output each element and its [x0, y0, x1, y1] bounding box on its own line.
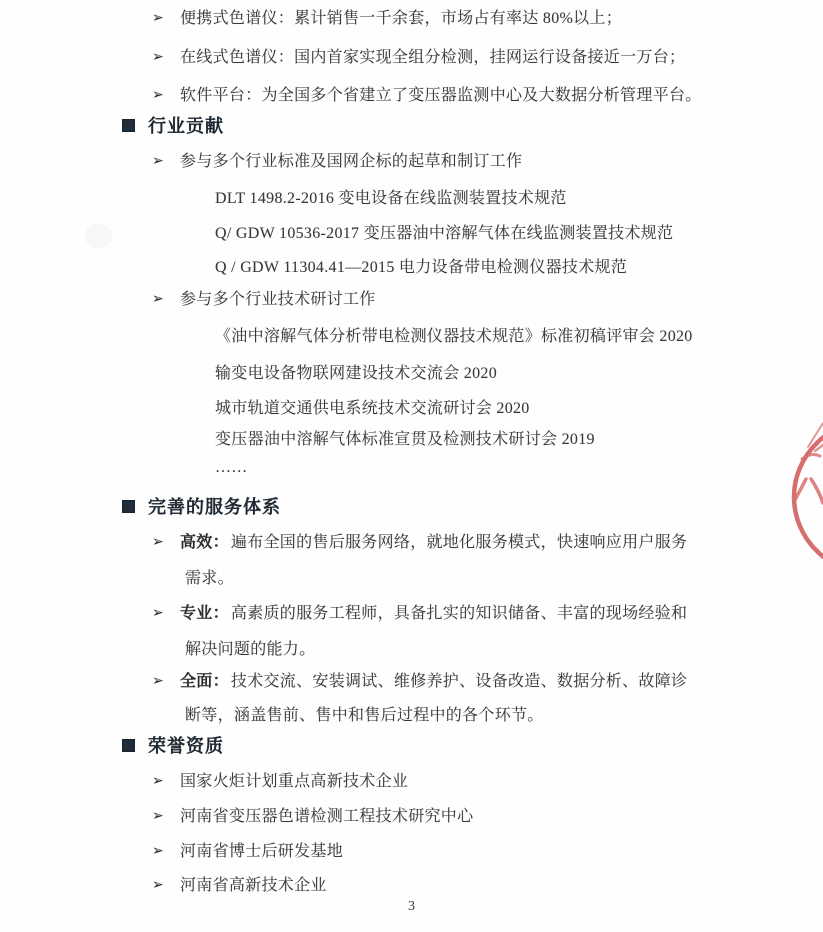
service-item-continuation	[185, 640, 315, 660]
bullet-item	[152, 9, 622, 29]
conference-item	[215, 399, 530, 419]
arrow-bullet-icon: ➢	[152, 291, 165, 307]
arrow-bullet-icon: ➢	[152, 10, 165, 26]
honor-item	[152, 876, 327, 896]
service-item-text: 需求。	[185, 570, 234, 587]
ellipsis-item	[215, 458, 248, 478]
arrow-bullet-icon: ➢	[152, 843, 165, 859]
section-heading-text: 行业贡献	[148, 116, 224, 136]
service-item-label: 全面：	[180, 673, 229, 690]
section-heading-text: 荣誉资质	[148, 736, 224, 756]
bullet-item-text: 参与多个行业技术研讨工作	[180, 291, 376, 308]
standard-item-text: DLT 1498.2-2016 变电设备在线监测装置技术规范	[215, 190, 567, 207]
service-item-label: 专业：	[180, 605, 229, 622]
conference-item	[215, 327, 693, 347]
conference-item-text: 《油中溶解气体分析带电检测仪器技术规范》标准初稿评审会 2020	[215, 328, 693, 345]
conference-item	[215, 364, 497, 384]
honor-item-text: 河南省博士后研发基地	[180, 843, 344, 860]
arrow-bullet-icon: ➢	[152, 673, 165, 689]
scan-smudge	[86, 224, 112, 248]
service-item	[152, 604, 687, 624]
arrow-bullet-icon: ➢	[152, 87, 165, 103]
service-item-text: 解决问题的能力。	[185, 641, 316, 658]
service-item-text: 技术交流、安装调试、维修养护、设备改造、数据分析、故障诊	[230, 673, 688, 690]
conference-item-text: 变压器油中溶解气体标准宣贯及检测技术研讨会 2019	[215, 431, 595, 448]
honor-item	[152, 842, 343, 862]
bullet-item	[152, 290, 376, 310]
ellipsis-text: ……	[215, 459, 248, 476]
arrow-bullet-icon: ➢	[152, 773, 165, 789]
arrow-bullet-icon: ➢	[152, 49, 165, 65]
bullet-item	[152, 86, 702, 106]
service-item	[152, 533, 687, 553]
square-bullet-icon	[122, 500, 135, 513]
standard-item-text: Q / GDW 11304.41—2015 电力设备带电检测仪器技术规范	[215, 259, 628, 276]
bullet-item-text: 参与多个行业标准及国网企标的起草和制订工作	[180, 153, 523, 170]
standard-item	[215, 189, 567, 209]
red-stamp-icon	[780, 395, 823, 605]
arrow-bullet-icon: ➢	[152, 877, 165, 893]
service-item-text: 高素质的服务工程师，具备扎实的知识储备、丰富的现场经验和	[230, 605, 688, 622]
service-item-label: 高效：	[180, 534, 229, 551]
service-item	[152, 672, 687, 692]
honor-item	[152, 807, 473, 827]
section-heading-honors	[122, 736, 224, 756]
honor-item-text: 河南省高新技术企业	[180, 877, 327, 894]
bullet-item	[152, 48, 685, 68]
honor-item-text: 河南省变压器色谱检测工程技术研究中心	[180, 808, 474, 825]
standard-item	[215, 258, 627, 278]
service-item-text: 断等，涵盖售前、售中和售后过程中的各个环节。	[185, 707, 544, 724]
section-heading-service	[122, 497, 281, 517]
service-item-text: 遍布全国的售后服务网络，就地化服务模式，快速响应用户服务	[230, 534, 688, 551]
bullet-item	[152, 152, 522, 172]
bullet-item-text: 在线式色谱仪：国内首家实现全组分检测，挂网运行设备接近一万台；	[180, 49, 686, 66]
square-bullet-icon	[122, 739, 135, 752]
section-heading-industry	[122, 116, 224, 136]
square-bullet-icon	[122, 119, 135, 132]
conference-item-text: 输变电设备物联网建设技术交流会 2020	[215, 365, 498, 382]
bullet-item-text: 软件平台：为全国多个省建立了变压器监测中心及大数据分析管理平台。	[180, 87, 702, 104]
service-item-continuation	[185, 706, 544, 726]
arrow-bullet-icon: ➢	[152, 534, 165, 550]
service-item-continuation	[185, 569, 234, 589]
arrow-bullet-icon: ➢	[152, 153, 165, 169]
conference-item-text: 城市轨道交通供电系统技术交流研讨会 2020	[215, 400, 530, 417]
conference-item	[215, 430, 595, 450]
bullet-item-text: 便携式色谱仪：累计销售一千余套，市场占有率达 80%以上；	[180, 10, 623, 27]
standard-item-text: Q/ GDW 10536-2017 变压器油中溶解气体在线监测装置技术规范	[215, 225, 674, 242]
arrow-bullet-icon: ➢	[152, 808, 165, 824]
arrow-bullet-icon: ➢	[152, 605, 165, 621]
honor-item	[152, 772, 408, 792]
page-number: 3	[408, 899, 415, 914]
section-heading-text: 完善的服务体系	[148, 497, 281, 517]
honor-item-text: 国家火炬计划重点高新技术企业	[180, 773, 409, 790]
standard-item	[215, 224, 673, 244]
